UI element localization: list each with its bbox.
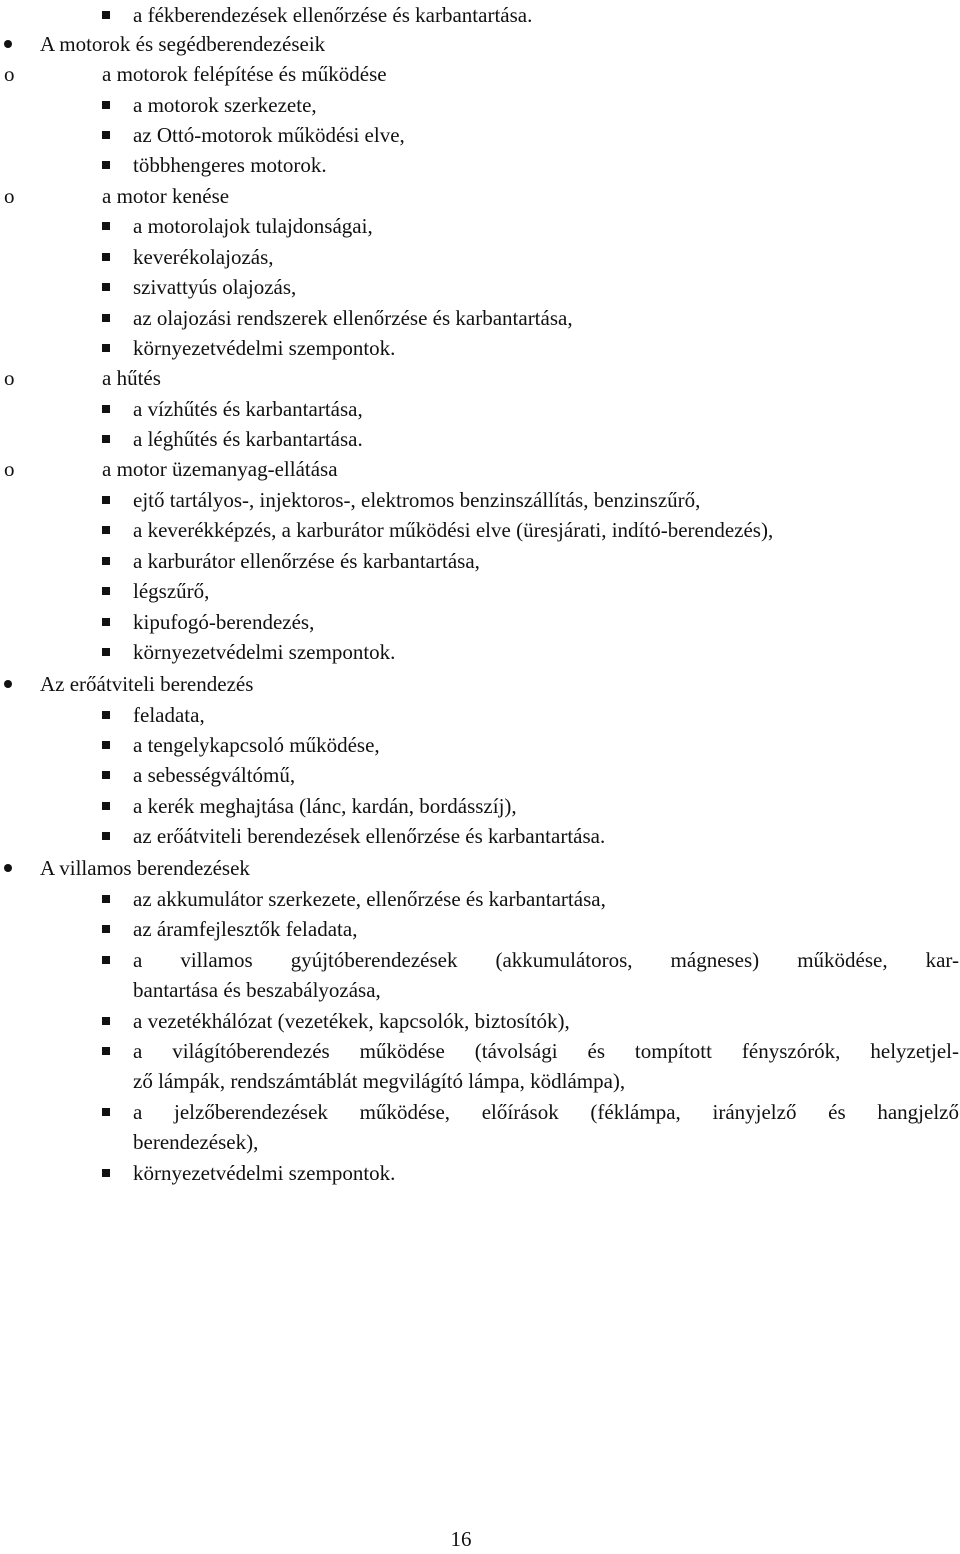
square-bullet-icon — [102, 557, 110, 565]
square-bullet-icon — [102, 496, 110, 504]
square-bullet-icon — [102, 11, 110, 19]
square-bullet-icon — [102, 101, 110, 109]
square-bullet-icon — [102, 161, 110, 169]
square-bullet-icon — [102, 1169, 110, 1177]
square-bullet-icon — [102, 405, 110, 413]
square-bullet-icon — [102, 314, 110, 322]
document-page: a fékberendezések ellenőrzése és karbantartása. A motorok és segédberendezéseik o a motorok felépítése és működése a motorok szerkezete, az Ottó-motorok működési elve, többhengeres motorok. o a motor kenése a motorolajok tulajdonságai, keverékolajozás, szivattyús olajozás, az olajozási rendszerek ellenőrzése és karbantartása, környezetvédelmi szempontok. o a hűtés a vízhűtés és karbantartása, a léghűtés és karbantartása. o a motor üzemanyag-ellátása ejtő tartályos-, injektoros-, elektromos benzinszállítás, benzinszűrő, a keverékképzés, a karburátor működési elve (üresjárati, indító-berendezés), a karburátor ellenőrzése és karbantartása, légszűrő, kipufogó-berendezés, környezetvédelmi szempontok. Az erőátviteli berendezés feladata, a tengelykapcsoló működése, a sebességváltómű, a kerék meghajtása (lánc, kardán, bordásszíj), az erőátviteli berendezések ellenőrzése és karbantartása. A villamos berendezések az akkumulátor szerkezete, ellenőrzése és karbantartása, az áramfejlesztők feladata, a villamos gyújtóberendezések (akkumulátoros, mágneses) működése, kar- bantartása és beszabályozása, a vezetékhálózat (vezetékek, kapcsolók, biztosítók), a világítóberendezés működése (távolsági és tompított fényszórók, helyzetjel- ző lámpák, rendszámtáblát megvilágító lámpa, ködlámpa), a jelzőberendezések működése, előírások (féklámpa, irányjelző és hangjelző berendezések), környezetvédelmi szempontok. 16 — [0, 0, 960, 1552]
round-bullet-icon — [4, 680, 12, 688]
square-bullet-icon — [102, 1108, 110, 1116]
square-bullet-icon — [102, 618, 110, 626]
page-number: 16 — [450, 1527, 472, 1551]
circle-bullet: o — [4, 184, 15, 208]
circle-bullet: o — [4, 366, 15, 390]
square-bullet-icon — [102, 832, 110, 840]
square-bullet-icon — [102, 648, 110, 656]
square-bullet-icon — [102, 895, 110, 903]
square-bullet-icon — [102, 587, 110, 595]
square-bullet-icon — [102, 526, 110, 534]
square-bullet-icon — [102, 283, 110, 291]
square-bullet-icon — [102, 253, 110, 261]
square-bullet-icon — [102, 222, 110, 230]
square-bullet-icon — [102, 956, 110, 964]
round-bullet-icon — [4, 864, 12, 872]
square-bullet-icon — [102, 435, 110, 443]
circle-bullet: o — [4, 457, 15, 481]
square-bullet-icon — [102, 711, 110, 719]
square-bullet-icon — [102, 802, 110, 810]
square-bullet-icon — [102, 1047, 110, 1055]
circle-bullet: o — [4, 62, 15, 86]
round-bullet-icon — [4, 40, 12, 48]
square-bullet-icon — [102, 925, 110, 933]
square-bullet-icon — [102, 771, 110, 779]
square-bullet-icon — [102, 741, 110, 749]
square-bullet-icon — [102, 344, 110, 352]
square-bullet-icon — [102, 1017, 110, 1025]
square-bullet-icon — [102, 131, 110, 139]
